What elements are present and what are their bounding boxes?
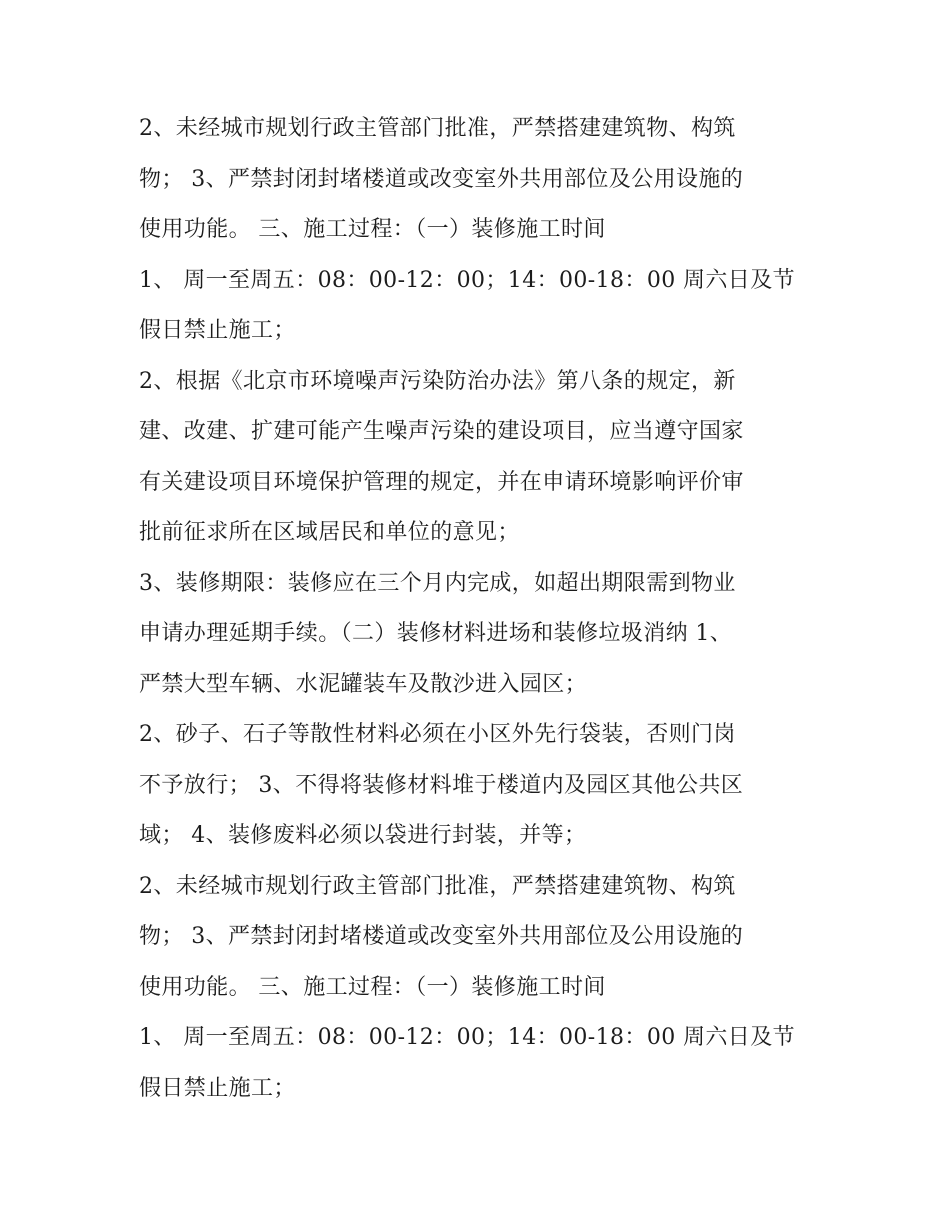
paragraph — [139, 357, 839, 559]
text-line: 使用功能。 三、施工过程：（一）装修施工时间 — [139, 974, 606, 1000]
text-line: 2、未经城市规划行政主管部门批准，严禁搭建建筑物、构筑 — [139, 116, 736, 141]
text-line: 假日禁止施工； — [139, 1075, 296, 1101]
text-line: 3、装修期限：装修应在三个月内完成，如超出期限需到物业 — [139, 570, 736, 596]
text-line: 1、 周一至周五：08：00-12：00；14：00-18：00 周六日及节 — [139, 1025, 796, 1050]
paragraph — [139, 559, 839, 711]
text-line: 有关建设项目环境保护管理的规定，并在申请环境影响评价审 — [139, 469, 744, 495]
text-line: 域； 4、装修废料必须以袋进行封装，并等； — [139, 823, 587, 848]
text-line: 2、未经城市规划行政主管部门批准，严禁搭建建筑物、构筑 — [139, 873, 736, 899]
text-line: 假日禁止施工； — [139, 318, 296, 343]
text-line: 1、 周一至周五：08：00-12：00；14：00-18：00 周六日及节 — [139, 267, 796, 293]
text-line: 建、改建、扩建可能产生噪声污染的建设项目，应当遵守国家 — [139, 419, 744, 444]
paragraph — [139, 104, 839, 256]
paragraph — [139, 862, 839, 1014]
paragraph — [139, 710, 839, 862]
text-line: 严禁大型车辆、水泥罐装车及散沙进入园区； — [139, 671, 588, 697]
document-body — [139, 104, 839, 1114]
text-line: 物； 3、严禁封闭封堵楼道或改变室外共用部位及公用设施的 — [139, 924, 744, 949]
text-line: 物； 3、严禁封闭封堵楼道或改变室外共用部位及公用设施的 — [139, 166, 744, 192]
text-line: 批前征求所在区域居民和单位的意见； — [139, 520, 520, 545]
text-line: 不予放行； 3、不得将装修材料堆于楼道内及园区其他公共区 — [139, 772, 744, 798]
text-line: 2、根据《北京市环境噪声污染防治办法》第八条的规定，新 — [139, 368, 736, 394]
text-line: 使用功能。 三、施工过程：（一）装修施工时间 — [139, 217, 606, 242]
paragraph — [139, 1013, 839, 1114]
paragraph — [139, 256, 839, 357]
text-line: 申请办理延期手续。（二）装修材料进场和装修垃圾消纳 1、 — [139, 621, 733, 646]
text-line: 2、砂子、石子等散性材料必须在小区外先行袋装，否则门岗 — [139, 722, 736, 747]
